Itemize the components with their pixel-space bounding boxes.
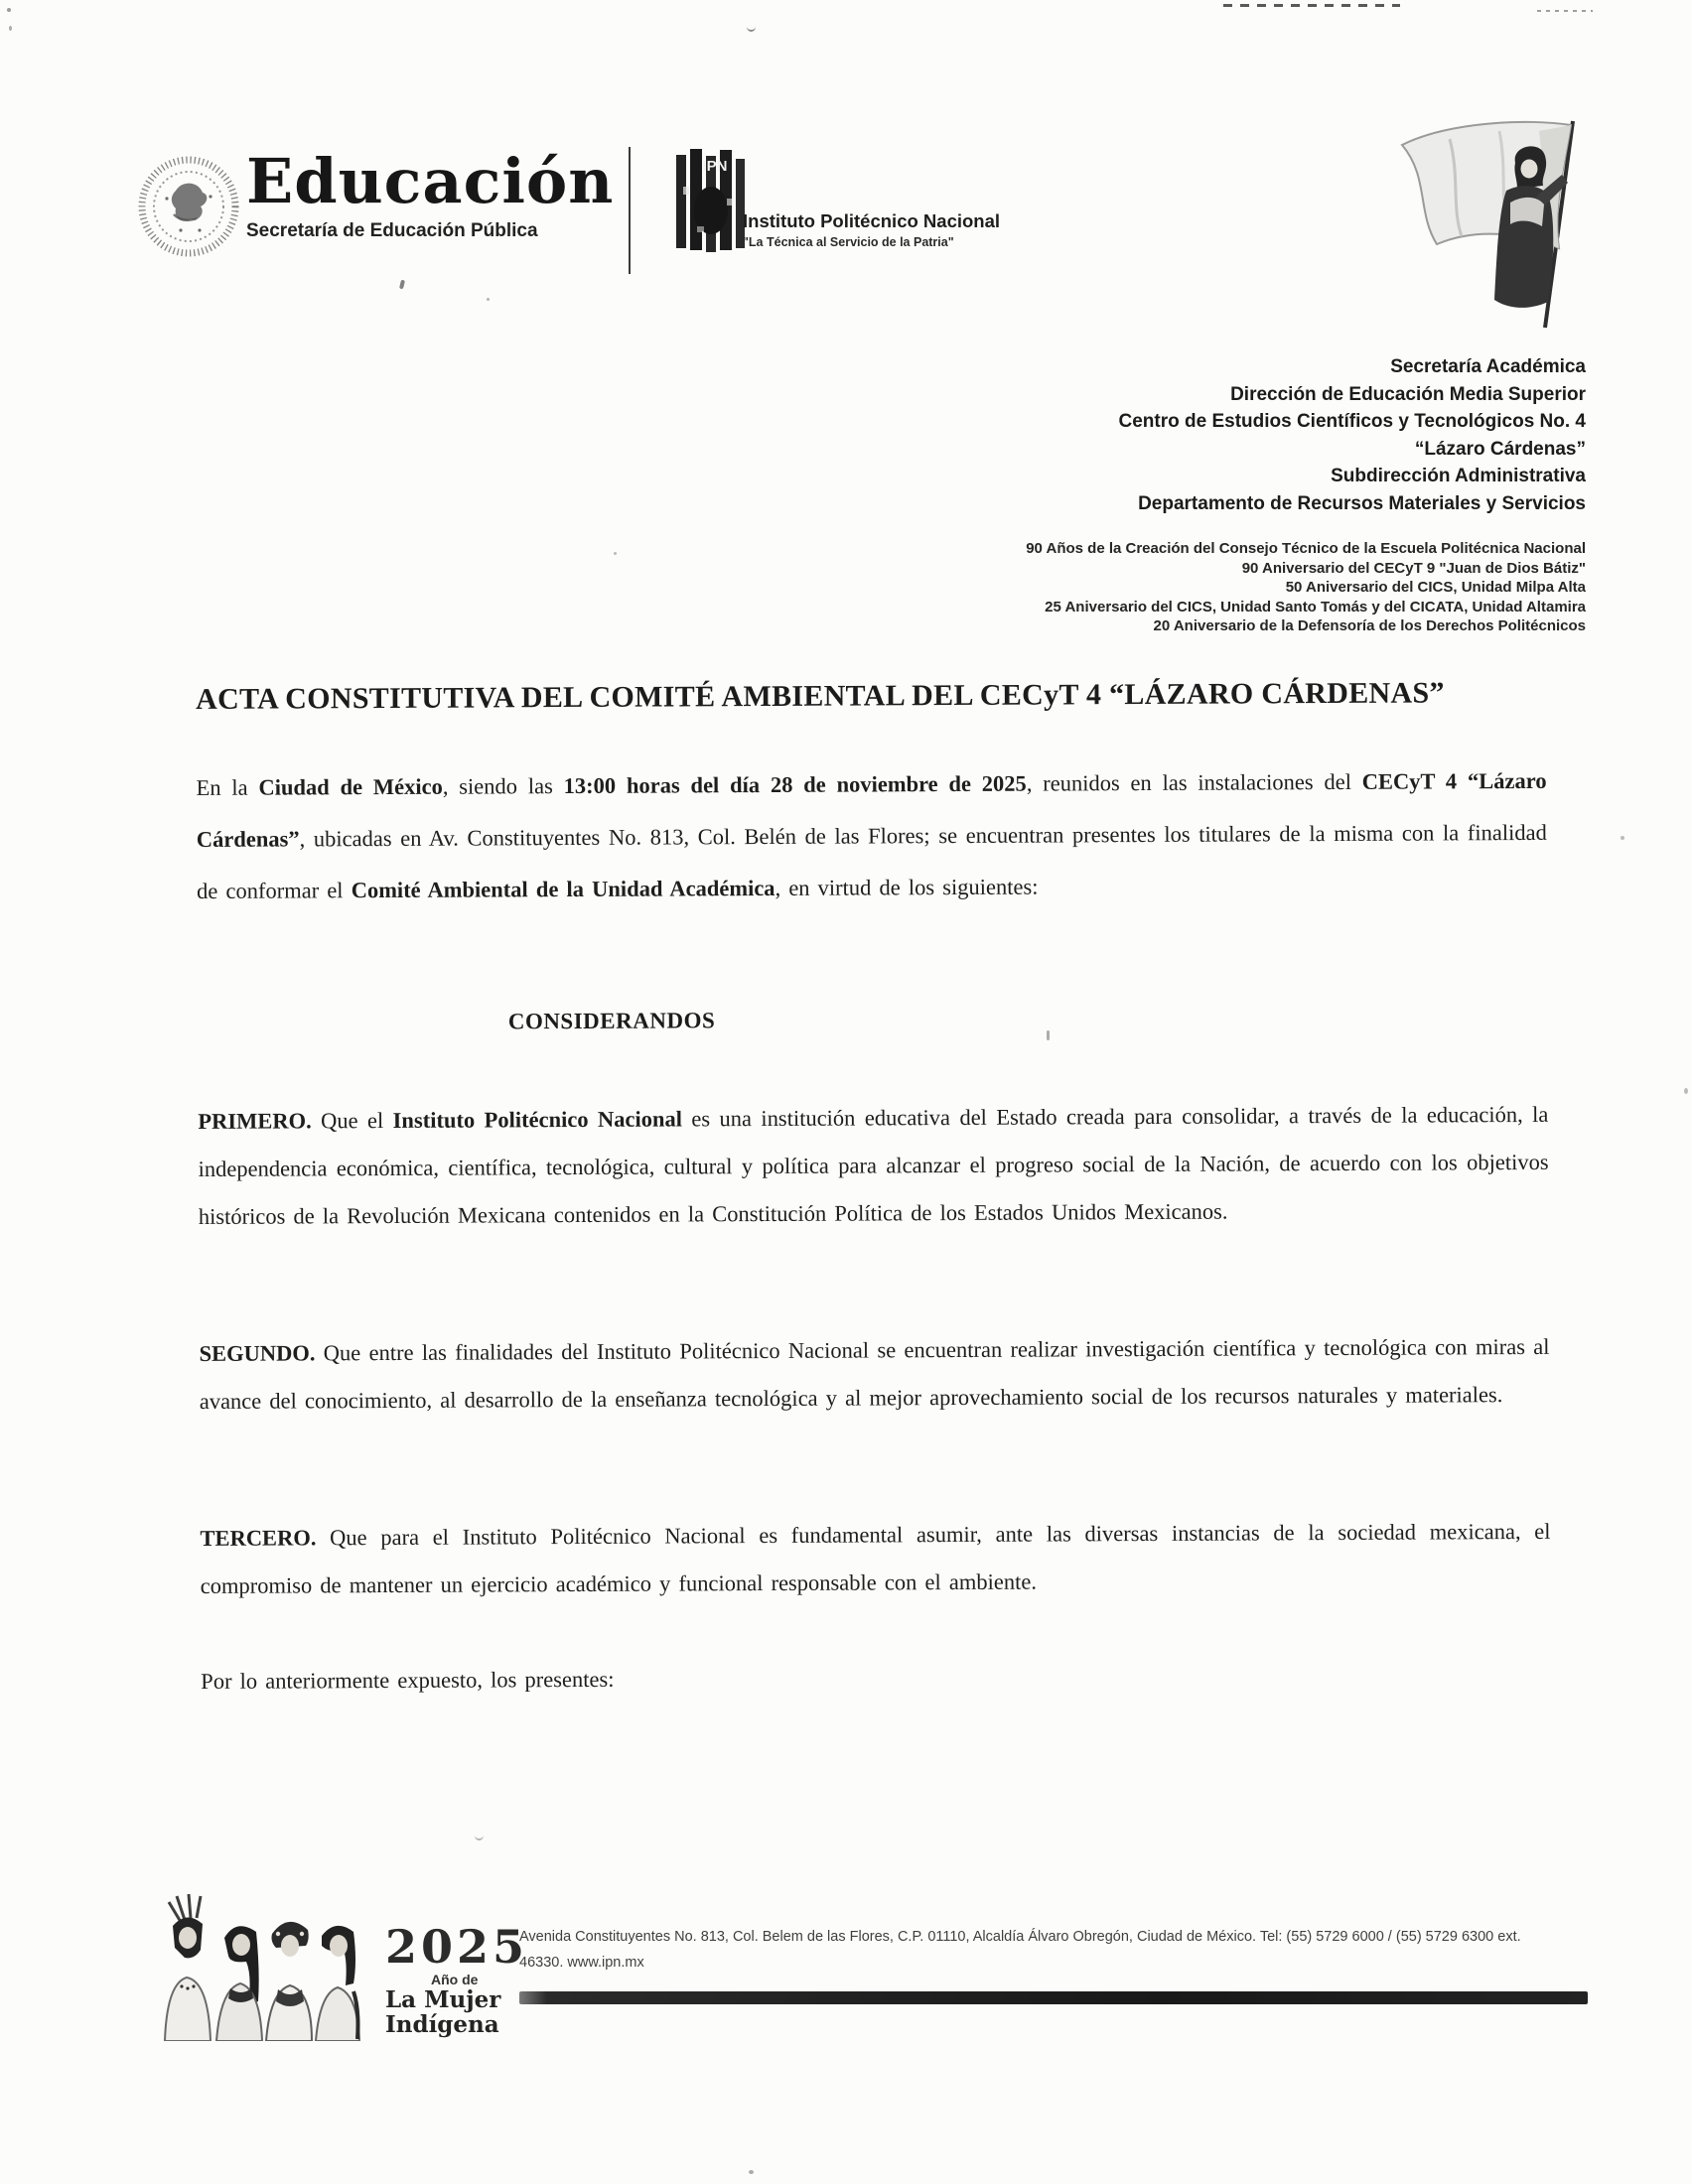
paragraph-primero: PRIMERO. Que el Instituto Politécnico Nacional es una institución educativa del Estado creada para consolidar, a través de la educación, la independencia económica, científica, tecnológica, cultural y política para alcanzar el progreso social de la Nación, de acuerdo con los objetivos históricos de la Revolución Mexicana contenidos en la Constitución Política de los Estados Unidos Mexicanos.	[198, 1101, 1549, 1229]
paragraph-intro: En la Ciudad de México, siendo las 13:00 horas del día 28 de noviembre de 2025, reunidos en las instalaciones del CECyT 4 “Lázaro Cárdenas”, ubicadas en Av. Constituyentes No. 813, Col. Belén de las Flores; se encuentran presentes los titulares de la misma con la finalidad de conformar el Comité Ambiental de la Unidad Académica, en virtud de los siguientes:	[196, 767, 1547, 903]
year-number: 2025	[385, 1920, 529, 1974]
year-block	[385, 1920, 529, 2038]
anniversaries-block	[1026, 539, 1586, 636]
scan-artifact	[749, 2170, 754, 2174]
office-line: Departamento de Recursos Materiales y Servicios	[1138, 492, 1586, 514]
scan-artifact	[487, 298, 490, 301]
sep-brand	[246, 145, 615, 242]
anniversary-line: 20 Aniversario de la Defensoría de los Derechos Politécnicos	[1153, 617, 1586, 634]
mujeres-indigenas-illustration	[155, 1892, 383, 2041]
anniversary-line: 90 Años de la Creación del Consejo Técnico de la Escuela Politécnica Nacional	[1026, 540, 1586, 557]
sep-eagle-seal-icon	[137, 149, 240, 266]
ipn-name: Instituto Politécnico Nacional	[743, 210, 1001, 231]
ipn-motto: "La Técnica al Servicio de la Patria"	[743, 235, 954, 249]
ipn-logo-icon	[671, 147, 751, 258]
svg-text:IPN: IPN	[702, 158, 728, 175]
office-line: Centro de Estudios Científicos y Tecnológicos No. 4	[1118, 411, 1586, 432]
year-caption-line: Indígena	[385, 2011, 499, 2038]
scan-artifact	[747, 22, 756, 32]
year-caption-line: La Mujer	[385, 1986, 501, 2013]
paragraph-tercero: TERCERO. Que para el Instituto Politécnico Nacional es fundamental asumir, ante las diversas instancias de la sociedad mexicana, el compromiso de mantener un ejercicio académico y funcional responsable con el ambiente.	[200, 1518, 1551, 1598]
ipn-brand	[743, 210, 1000, 249]
scan-artifact	[399, 280, 405, 290]
anniversary-line: 90 Aniversario del CECyT 9 "Juan de Dios Bátiz"	[1241, 559, 1586, 577]
sep-wordmark: Educación	[246, 145, 615, 217]
anniversary-line: 25 Aniversario del CICS, Unidad Santo Tomás y del CICATA, Unidad Altamira	[1045, 598, 1586, 615]
year-caption-line: Año de	[431, 1972, 479, 1987]
scan-artifact	[9, 26, 12, 31]
office-line: Secretaría Académica	[1390, 356, 1586, 377]
scan-artifact	[1047, 1030, 1050, 1040]
footer-bar	[519, 1991, 1588, 2004]
flag-bearer-illustration	[1388, 115, 1599, 332]
paragraph-segundo: SEGUNDO. Que entre las finalidades del Instituto Politécnico Nacional se encuentran realizar investigación científica y tecnológica con miras al avance del conocimiento, al desarrollo de la enseñanza tecnológica y al mejor aprovechamiento social de los recursos naturales y materiales.	[199, 1333, 1550, 1414]
office-line: Dirección de Educación Media Superior	[1230, 383, 1586, 405]
scan-artifact	[1684, 1088, 1688, 1094]
scan-artifact	[475, 1831, 484, 1841]
closing-line: Por lo anteriormente expuesto, los presentes:	[201, 1666, 615, 1694]
scan-artifact	[1621, 836, 1624, 840]
footer-address: Avenida Constituyentes No. 813, Col. Belem de las Flores, C.P. 01110, Alcaldía Álvaro Obregón, Ciudad de México. Tel: (55) 5729 6000 / (55) 5729 6300 ext. 46330. www.ipn.mx	[519, 1929, 1521, 1971]
brand-divider	[629, 147, 631, 274]
office-line: Subdirección Administrativa	[1331, 466, 1586, 486]
document-body	[196, 676, 1551, 1694]
scan-artifact	[1223, 4, 1400, 7]
scan-artifact	[614, 552, 617, 555]
sep-tagline: Secretaría de Educación Pública	[246, 220, 538, 241]
office-block	[1119, 353, 1587, 517]
document-title: ACTA CONSTITUTIVA DEL COMITÉ AMBIENTAL DEL CECyT 4 “LÁZARO CÁRDENAS”	[196, 676, 1445, 716]
scan-artifact	[7, 8, 11, 12]
considerandos-heading: CONSIDERANDOS	[507, 1008, 716, 1034]
scan-artifact	[1537, 10, 1593, 12]
office-line: “Lázaro Cárdenas”	[1414, 438, 1586, 460]
anniversary-line: 50 Aniversario del CICS, Unidad Milpa Alta	[1285, 579, 1586, 596]
